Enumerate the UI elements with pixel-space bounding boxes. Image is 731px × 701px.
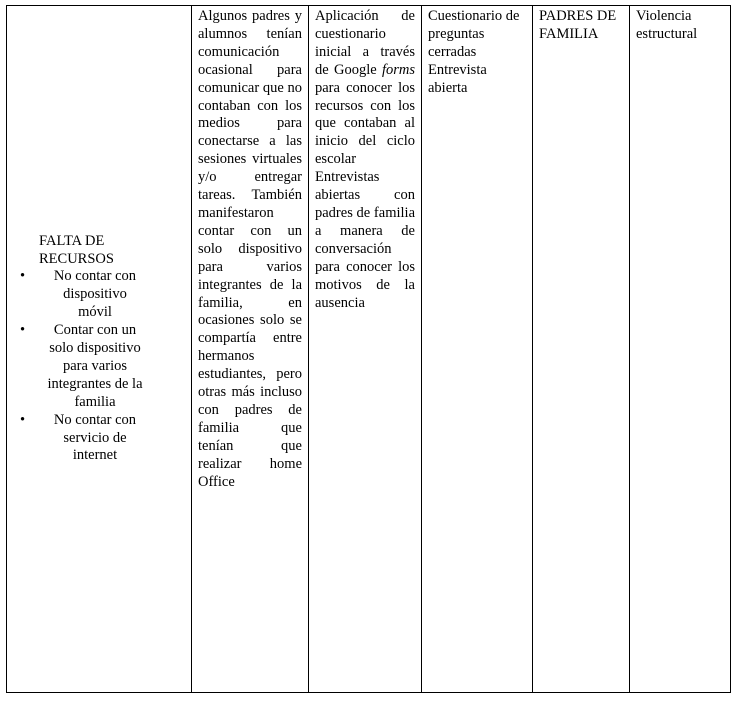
method-text-italic: forms <box>381 61 416 78</box>
method-cell <box>309 6 422 693</box>
description-cell <box>192 6 309 693</box>
method-text-part1: Aplicación de cuestionario inicial a través de Google <box>315 8 415 78</box>
actors-text: PADRES DE FAMILIA <box>539 8 617 42</box>
actors-cell <box>533 6 630 693</box>
table-row <box>7 6 731 693</box>
method-text-part2: para conocer los recursos con los que contaban al inicio del ciclo escolar Entrevistas abiertas con padres de familia a manera de conversación para conocer los motivos de la ausencia <box>315 79 415 311</box>
cause-list <box>13 268 185 465</box>
data-table <box>6 5 731 693</box>
instrument-cell <box>422 6 533 693</box>
instrument-text: Cuestionario de preguntas cerradas Entrevista abierta <box>428 8 520 96</box>
violence-cell <box>630 6 731 693</box>
cause-cell <box>7 6 192 693</box>
violence-text: Violencia estructural <box>636 8 698 42</box>
description-text: Algunos padres y alumnos tenían comunicación ocasional para comunicar que no contaban con los medios para conectarse a las sesiones virtuales y/o entregar tareas. También manifestaron contar con un solo dispositivo para varios integrantes de la familia, en ocasiones solo se compartía entre hermanos estudiantes, pero otras más incluso con padres de familia que tenían que realizar home Office <box>198 8 302 490</box>
cause-title: FALTA DE RECURSOS <box>39 232 114 267</box>
list-item: • No contar con dispositivo móvil <box>13 268 145 322</box>
list-item: • No contar con servicio de internet <box>13 412 145 466</box>
list-item: • Contar con un solo dispositivo para varios integrantes de la familia <box>13 322 145 412</box>
